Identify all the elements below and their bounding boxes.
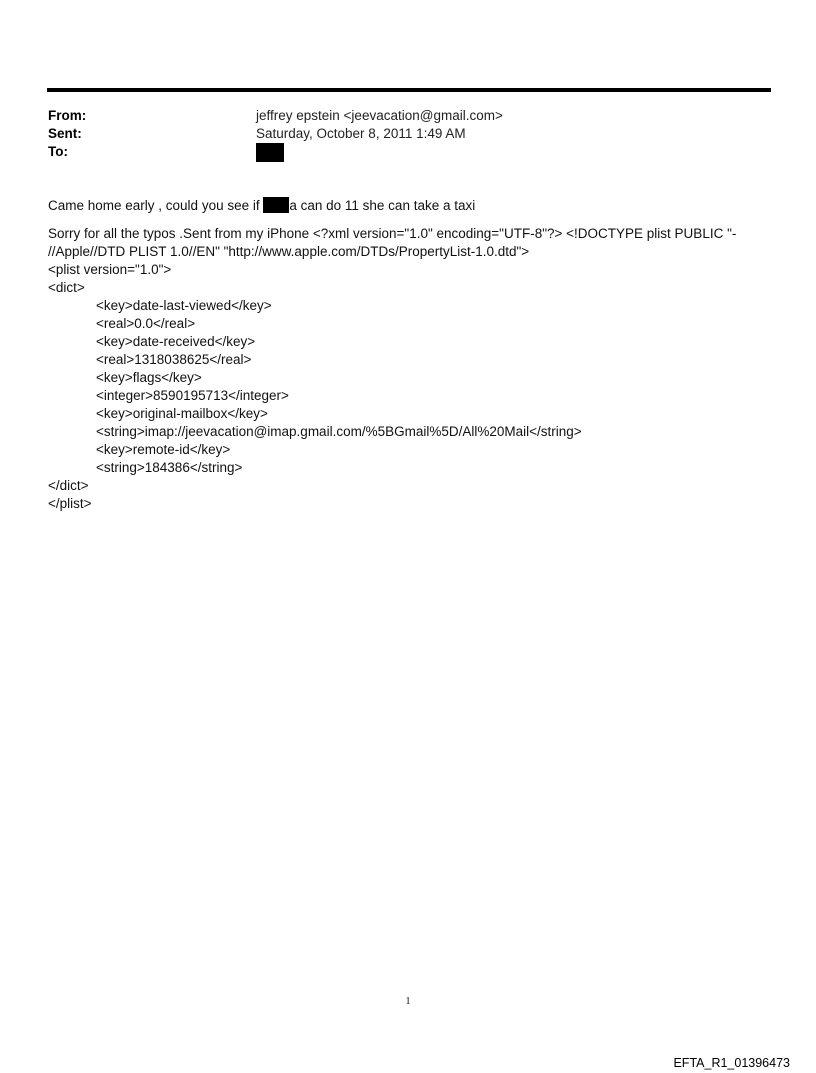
- message-text-end: a can do 11 she can take a taxi: [289, 198, 476, 213]
- email-header: [48, 107, 768, 161]
- sent-row: [48, 125, 768, 143]
- bates-number: EFTA_R1_01396473: [673, 1056, 790, 1070]
- dict-open-tag: <dict>: [48, 280, 85, 295]
- dict-entry: <string>imap://jeevacation@imap.gmail.com/%5BGmail%5D/All%20Mail</string>: [96, 424, 582, 439]
- from-label: From:: [48, 108, 87, 123]
- dict-entry: <key>date-received</key>: [96, 334, 256, 349]
- dict-entry: <integer>8590195713</integer>: [96, 388, 289, 403]
- dict-entry: <key>flags</key>: [96, 370, 202, 385]
- page-number: 1: [405, 995, 411, 1007]
- sent-label: Sent:: [48, 126, 82, 141]
- plist-open-tag: <plist version="1.0">: [48, 262, 172, 277]
- dict-entry: <real>1318038625</real>: [96, 352, 252, 367]
- to-label: To:: [48, 144, 68, 159]
- redaction-box: [263, 197, 289, 213]
- dict-entry: <key>original-mailbox</key>: [96, 406, 268, 421]
- plist-close-tag: </plist>: [48, 496, 92, 511]
- dict-entry: <key>remote-id</key>: [96, 442, 231, 457]
- from-value: jeffrey epstein <jeevacation@gmail.com>: [256, 108, 503, 123]
- dict-entry: <string>184386</string>: [96, 460, 243, 475]
- email-body: [48, 197, 768, 513]
- doctype-line: //Apple//DTD PLIST 1.0//EN" "http://www.apple.com/DTDs/PropertyList-1.0.dtd">: [48, 244, 530, 259]
- paragraph-gap: [48, 215, 768, 225]
- redaction-box: [256, 143, 284, 162]
- dict-entry: <real>0.0</real>: [96, 316, 196, 331]
- dict-entry: <key>date-last-viewed</key>: [96, 298, 272, 313]
- message-line: [48, 197, 768, 215]
- to-row: [48, 143, 768, 161]
- header-rule: [47, 88, 771, 92]
- to-value: [256, 143, 284, 161]
- message-text-start: Came home early , could you see if: [48, 198, 264, 213]
- dict-close-tag: </dict>: [48, 478, 89, 493]
- sent-value: Saturday, October 8, 2011 1:49 AM: [256, 126, 466, 141]
- signature-line: Sorry for all the typos .Sent from my iPhone <?xml version="1.0" encoding="UTF-8"?> <!DOCTYPE plist PUBLIC "-: [48, 226, 737, 241]
- from-row: [48, 107, 768, 125]
